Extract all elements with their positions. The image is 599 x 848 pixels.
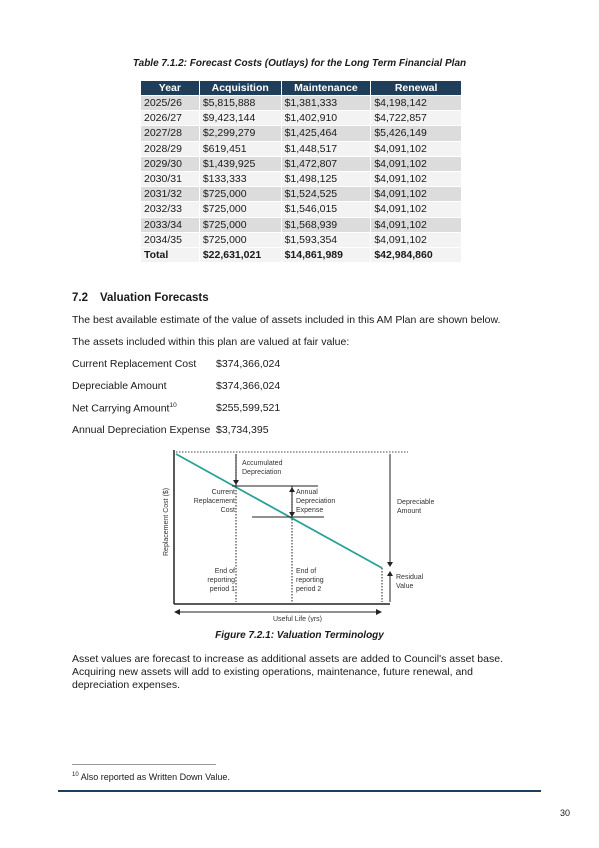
table-cell: $1,593,354 xyxy=(282,233,371,247)
table-cell: $14,861,989 xyxy=(282,248,371,262)
table-row xyxy=(141,126,461,140)
table-cell: $1,402,910 xyxy=(282,111,371,125)
valuation-value: $374,366,024 xyxy=(216,358,281,370)
table-cell: $1,381,333 xyxy=(282,96,371,110)
column-header: Year xyxy=(141,81,199,95)
table-cell: $5,815,888 xyxy=(200,96,281,110)
arrow-head xyxy=(289,487,295,492)
arrow-head xyxy=(387,562,393,567)
table-row xyxy=(141,96,461,110)
footnote xyxy=(72,772,230,782)
valuation-value: $374,366,024 xyxy=(216,380,281,392)
table-cell: 2025/26 xyxy=(141,96,199,110)
table-row xyxy=(141,187,461,201)
valuation-label xyxy=(72,358,196,370)
footnote-text: Also reported as Written Down Value. xyxy=(80,772,230,782)
residual-label-2: Value xyxy=(396,583,414,590)
column-header: Acquisition xyxy=(200,81,281,95)
current-label-2: Replacement xyxy=(193,498,235,505)
table-cell: $619,451 xyxy=(200,142,281,156)
table-caption: Table 7.1.2: Forecast Costs (Outlays) for the Long Term Financial Plan xyxy=(132,58,467,69)
table-cell: $1,425,464 xyxy=(282,126,371,140)
column-header: Maintenance xyxy=(282,81,371,95)
table-cell: $725,000 xyxy=(200,187,281,201)
table-cell: $1,568,939 xyxy=(282,218,371,232)
table-cell: $4,091,102 xyxy=(371,202,461,216)
page-number: 30 xyxy=(560,808,571,818)
paragraph: Asset values are forecast to increase as additional assets are added to Council's asset base. Acquiring new assets will add to existing operations, maintenance, future renewal, and depreciation expenses. xyxy=(72,653,503,691)
table-cell: $725,000 xyxy=(200,218,281,232)
table-cell: $1,524,525 xyxy=(282,187,371,201)
table-cell: $4,091,102 xyxy=(371,157,461,171)
footnote-ref: 10 xyxy=(169,402,177,409)
table-cell: Total xyxy=(141,248,199,262)
table-total-row xyxy=(141,248,461,262)
paragraph: The assets included within this plan are valued at fair value: xyxy=(72,336,350,348)
annual-label-3: Expense xyxy=(296,507,324,514)
table-cell: $4,091,102 xyxy=(371,142,461,156)
table-cell: $5,426,149 xyxy=(371,126,461,140)
valuation-label xyxy=(72,380,167,392)
valuation-label xyxy=(72,402,177,415)
end1-label-3: period 1 xyxy=(209,586,235,593)
table-row xyxy=(141,142,461,156)
end1-label-1: End of xyxy=(214,568,235,575)
valuation-label-text: Current Replacement Cost xyxy=(72,358,197,370)
table-row xyxy=(141,233,461,247)
annual-label-2: Depreciation xyxy=(296,498,336,505)
table-cell: $1,472,807 xyxy=(282,157,371,171)
table-cell: 2032/33 xyxy=(141,202,199,216)
table-cell: $4,091,102 xyxy=(371,172,461,186)
valuation-label-text: Depreciable Amount xyxy=(72,380,167,392)
valuation-label-text: Net Carrying Amount xyxy=(72,402,170,415)
table-cell: $1,448,517 xyxy=(282,142,371,156)
footnote-number: 10 xyxy=(72,772,79,778)
valuation-label-text: Annual Depreciation Expense xyxy=(72,424,211,436)
table-row xyxy=(141,218,461,232)
table-cell: $4,722,857 xyxy=(371,111,461,125)
table-cell: $725,000 xyxy=(200,233,281,247)
table-cell: 2031/32 xyxy=(141,187,199,201)
accumulated-label-2: Depreciation xyxy=(242,469,282,476)
arrow-head xyxy=(387,571,393,576)
table-row xyxy=(141,111,461,125)
table-cell: $133,333 xyxy=(200,172,281,186)
table-cell: 2034/35 xyxy=(141,233,199,247)
table-cell: $4,091,102 xyxy=(371,218,461,232)
table-cell: 2026/27 xyxy=(141,111,199,125)
current-label-1: Current xyxy=(211,489,235,496)
table-cell: 2030/31 xyxy=(141,172,199,186)
table-cell: 2033/34 xyxy=(141,218,199,232)
column-header: Renewal xyxy=(371,81,461,95)
table-cell: $42,984,860 xyxy=(371,248,461,262)
section-number: 7.2 xyxy=(72,292,88,304)
depreciable-label-2: Amount xyxy=(397,508,422,515)
table-cell: $1,498,125 xyxy=(282,172,371,186)
footer-divider xyxy=(58,790,541,792)
arrow-head xyxy=(233,480,239,485)
end2-label-2: reporting xyxy=(296,577,324,584)
table-cell: $22,631,021 xyxy=(200,248,281,262)
valuation-terminology-figure xyxy=(158,444,438,622)
table-cell: $2,299,279 xyxy=(200,126,281,140)
end2-label-3: period 2 xyxy=(296,586,322,593)
x-axis-label: Useful Life (yrs) xyxy=(273,616,323,622)
table-cell: $4,091,102 xyxy=(371,187,461,201)
forecast-costs-table xyxy=(140,80,462,263)
table-cell: $1,439,925 xyxy=(200,157,281,171)
table-cell: $725,000 xyxy=(200,202,281,216)
section-title: Valuation Forecasts xyxy=(100,292,209,304)
table-row xyxy=(141,172,461,186)
arrow-head xyxy=(174,609,180,615)
table-header-row xyxy=(141,81,461,95)
table-row xyxy=(141,202,461,216)
table-cell: $4,091,102 xyxy=(371,233,461,247)
table-cell: 2027/28 xyxy=(141,126,199,140)
table-cell: $9,423,144 xyxy=(200,111,281,125)
table-cell: 2028/29 xyxy=(141,142,199,156)
table-row xyxy=(141,157,461,171)
end1-label-2: reporting xyxy=(207,577,235,584)
residual-label-1: Residual xyxy=(396,574,424,581)
paragraph: The best available estimate of the value of assets included in this AM Plan are shown below. xyxy=(72,314,501,326)
valuation-label xyxy=(72,424,210,436)
figure-caption: Figure 7.2.1: Valuation Terminology xyxy=(215,630,384,641)
table-cell: 2029/30 xyxy=(141,157,199,171)
section-heading xyxy=(72,292,209,304)
valuation-value: $255,599,521 xyxy=(216,402,281,414)
current-label-3: Cost xyxy=(220,507,235,514)
arrow-head xyxy=(376,609,382,615)
depreciable-label-1: Depreciable xyxy=(397,499,435,506)
valuation-value: $3,734,395 xyxy=(216,424,269,436)
table-cell: $4,198,142 xyxy=(371,96,461,110)
annual-label-1: Annual xyxy=(296,489,318,496)
y-axis-label: Replacement Cost ($) xyxy=(163,487,170,556)
footnote-divider xyxy=(72,764,216,765)
table-cell: $1,546,015 xyxy=(282,202,371,216)
end2-label-1: End of xyxy=(296,568,317,575)
accumulated-label-1: Accumulated xyxy=(242,460,283,467)
